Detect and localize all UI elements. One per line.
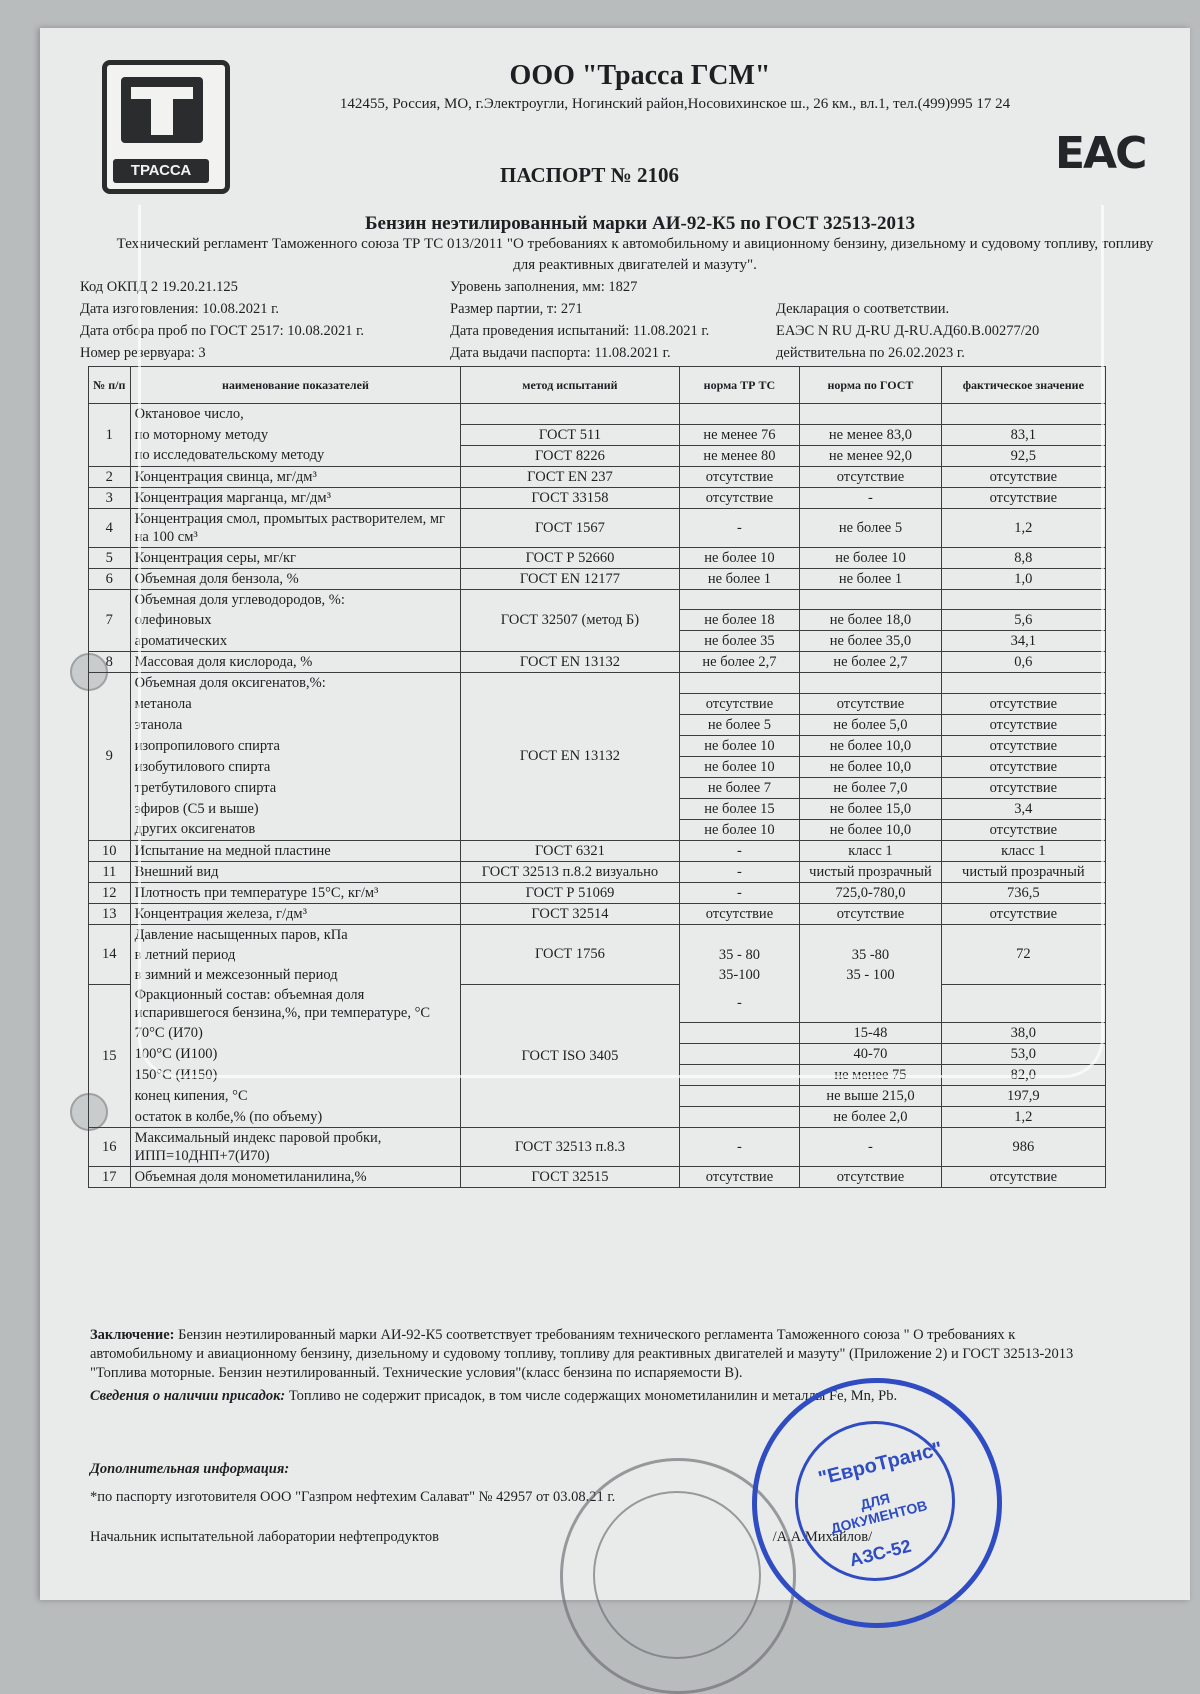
norm-gost: не менее 83,0 (800, 424, 941, 445)
actual-value: 736,5 (941, 882, 1105, 903)
norm-gost: не более 5,0 (800, 714, 941, 735)
table-row (89, 985, 1106, 1023)
method: ГОСТ 8226 (461, 445, 679, 466)
norm-gost: не более 2,7 (800, 652, 941, 673)
norm-trts: не более 10 (679, 547, 800, 568)
actual-value: 1,2 (941, 1107, 1105, 1128)
logo-mark (121, 77, 203, 143)
meta-col-2 (450, 276, 709, 364)
meta-item: Дата проведения испытаний: 11.08.2021 г. (450, 323, 710, 339)
actual-value: отсутствие (941, 903, 1105, 924)
indicator-sub: 150°С (И150) (130, 1065, 461, 1086)
table-row (89, 861, 1106, 882)
table-row (89, 466, 1106, 487)
meta-col-1 (80, 276, 364, 364)
logo-text: ТРАССА (113, 159, 209, 183)
norm-trts: - (679, 1128, 800, 1167)
stamp-station: АЗС-52 (847, 1535, 914, 1571)
norm-trts: не более 35 (679, 631, 800, 652)
table-row (89, 487, 1106, 508)
method: ГОСТ EN 13132 (461, 673, 679, 841)
actual-value: 34,1 (941, 631, 1105, 652)
method: ГОСТ EN 12177 (461, 568, 679, 589)
actual-value: 83,1 (941, 424, 1105, 445)
row-number: 2 (89, 466, 131, 487)
meta-item: действительна по 26.02.2023 г. (776, 345, 965, 361)
norm-trts: отсутствие (679, 1167, 800, 1188)
product-title: Бензин неэтилированный марки АИ-92-К5 по ГОСТ 32513-2013 (365, 213, 915, 234)
actual-value: отсутствие (941, 756, 1105, 777)
norm-trts: отсутствие (679, 903, 800, 924)
actual-value: отсутствие (941, 487, 1105, 508)
norm-gost: не более 15,0 (800, 798, 941, 819)
table-row (89, 882, 1106, 903)
actual-value: отсутствие (941, 777, 1105, 798)
norm-gost: не более 10,0 (800, 735, 941, 756)
norm-trts: - (679, 882, 800, 903)
meta-item: Уровень заполнения, мм: 1827 (450, 279, 638, 295)
indicator-sub: ароматических (130, 631, 461, 652)
actual-value: класс 1 (941, 840, 1105, 861)
indicator-name: Объемная доля углеводородов, %: (130, 589, 461, 610)
indicator-sub: по моторному методу (130, 424, 461, 445)
lab-seal-inner (593, 1491, 761, 1659)
indicator-name: Концентрация марганца, мг/дм³ (130, 487, 461, 508)
norm-trts: - (679, 840, 800, 861)
actual-value: 38,0 (941, 1023, 1105, 1044)
norm-trts: не более 15 (679, 798, 800, 819)
table-row (89, 673, 1106, 694)
row-number: 8 (89, 652, 131, 673)
passport-number: ПАСПОРТ № 2106 (500, 163, 679, 187)
norm-gost: не более 10,0 (800, 819, 941, 840)
norm-gost: отсутствие (800, 1167, 941, 1188)
indicator-name: Массовая доля кислорода, % (130, 652, 461, 673)
actual-value: 0,6 (941, 652, 1105, 673)
norm-trts: отсутствие (679, 466, 800, 487)
indicator-name: Октановое число, (130, 404, 461, 425)
norm-trts: не менее 80 (679, 445, 800, 466)
norm-trts: не более 2,7 (679, 652, 800, 673)
conclusion-text: Бензин неэтилированный марки АИ-92-К5 соответствует требованиям технического регламента Таможенного союза " О требованиях к автомобильному и авиационному бензину, дизельному и судовому топливу, топливу для реактивных двигателей и мазуту" (Приложение 2) и ГОСТ 32513-2013 "Топлива моторные. Бензин неэтилированный. Технические условия"(класс бензина по испаряемости В). (90, 1327, 1074, 1381)
indicator-sub: этанола (130, 714, 461, 735)
norm-gost: не более 18,0 (800, 610, 941, 631)
meta-item: ЕАЭС N RU Д-RU Д-RU.АД60.В.00277/20 (776, 323, 1040, 339)
table-row (89, 424, 1106, 445)
norm-gost: 40-70 (800, 1044, 941, 1065)
method: ГОСТ 32514 (461, 903, 679, 924)
method: ГОСТ 6321 (461, 840, 679, 861)
row-number: 3 (89, 487, 131, 508)
indicator-name: Концентрация железа, г/дм³ (130, 903, 461, 924)
norm-gost: 15-48 (800, 1023, 941, 1044)
additives-label: Сведения о наличии присадок: (90, 1388, 286, 1404)
meta-item: Дата изготовления: 10.08.2021 г. (80, 301, 280, 317)
actual-value: отсутствие (941, 1167, 1105, 1188)
table-row (89, 568, 1106, 589)
signer-name: /А.А.Михайлов/ (772, 1529, 873, 1545)
table-header-row (89, 367, 1106, 404)
table-row (89, 589, 1106, 610)
norm-trts: не более 10 (679, 756, 800, 777)
norm-gost: - (800, 1128, 941, 1167)
row-number: 9 (89, 673, 131, 841)
company-address: 142455, Россия, МО, г.Электроугли, Ногинский район,Носовихинское ш., 26 км., вл.1, тел.(499)995 17 24 (339, 96, 1011, 112)
indicator-sub: по исследовательскому методу (130, 445, 461, 466)
indicator-sub: метанола (130, 693, 461, 714)
meta-item: Дата выдачи паспорта: 11.08.2021 г. (450, 345, 671, 361)
norm-trts: - (679, 861, 800, 882)
indicator-name: Плотность при температуре 15°С, кг/м³ (130, 882, 461, 903)
method: ГОСТ EN 237 (461, 466, 679, 487)
indicator-sub: остаток в колбе,% (по объему) (130, 1107, 461, 1128)
norm-gost: не более 35,0 (800, 631, 941, 652)
table-row (89, 840, 1106, 861)
eac-mark: EAC (1055, 128, 1146, 179)
col-header: наименование показателей (130, 367, 461, 404)
indicator-sub: 70°С (И70) (130, 1023, 461, 1044)
norm-gost: чистый прозрачный (800, 861, 941, 882)
indicator-name: Объемная доля бензола, % (130, 568, 461, 589)
indicator-name: Внешний вид (130, 861, 461, 882)
conclusion-label: Заключение: (90, 1327, 175, 1343)
actual-value: 53,0 (941, 1044, 1105, 1065)
regulation-text: Технический регламент Таможенного союза ТР ТС 013/2011 "О требованиях к автомобильному и авиционному бензину, дизельному и судовому топливу, топливу для реактивных двигателей и мазуту". (116, 236, 1154, 273)
actual-value: отсутствие (941, 693, 1105, 714)
indicator-name: Объемная доля оксигенатов,%: (130, 673, 461, 694)
method: ГОСТ Р 52660 (461, 547, 679, 568)
additional-info-text: *по паспорту изготовителя ООО "Газпром нефтехим Салават" № 42957 от 03.08.21 г. (90, 1489, 616, 1505)
actual-value: 197,9 (941, 1086, 1105, 1107)
norm-trts: не более 1 (679, 568, 800, 589)
row-number: 7 (89, 589, 131, 652)
norm-trts: 35-100 (679, 965, 800, 985)
actual-value: отсутствие (941, 735, 1105, 756)
norm-gost: не более 7,0 (800, 777, 941, 798)
row-number: 11 (89, 861, 131, 882)
table-row (89, 547, 1106, 568)
indicator-name: Фракционный состав: объемная доля испарившегося бензина,%, при температуре, °С (130, 985, 461, 1023)
company-name: ООО "Трасса ГСМ" (509, 60, 771, 91)
table-row (89, 1167, 1106, 1188)
norm-gost: 725,0-780,0 (800, 882, 941, 903)
norm-trts: - (679, 985, 800, 1023)
norm-trts: - (679, 508, 800, 547)
row-number: 14 (89, 924, 131, 985)
indicator-sub: эфиров (С5 и выше) (130, 798, 461, 819)
col-header: № п/п (89, 367, 131, 404)
indicator-sub: других оксигенатов (130, 819, 461, 840)
norm-trts: не более 10 (679, 819, 800, 840)
col-header: фактическое значение (941, 367, 1105, 404)
col-header: метод испытаний (461, 367, 679, 404)
indicator-sub: в летний период (130, 945, 461, 965)
indicator-name: Объемная доля монометиланилина,% (130, 1167, 461, 1188)
actual-value: 1,0 (941, 568, 1105, 589)
table-row (89, 1128, 1106, 1167)
norm-gost: 35 - 100 (800, 965, 941, 985)
table-row (89, 445, 1106, 466)
method: ГОСТ 32513 п.8.2 визуально (461, 861, 679, 882)
actual-value: 986 (941, 1128, 1105, 1167)
table-row (89, 404, 1106, 425)
specifications-table (88, 366, 1106, 1188)
norm-trts: не более 5 (679, 714, 800, 735)
method: ГОСТ 33158 (461, 487, 679, 508)
actual-value: 82,0 (941, 1065, 1105, 1086)
method: ГОСТ 32513 п.8.3 (461, 1128, 679, 1167)
indicator-sub: изопропилового спирта (130, 735, 461, 756)
indicator-sub: изобутилового спирта (130, 756, 461, 777)
norm-trts: не более 10 (679, 735, 800, 756)
additives-text: Топливо не содержит присадок, в том числе содержащих монометиланилин и металлы Fe, Mn, Pb. (288, 1388, 898, 1404)
indicator-name: Испытание на медной пластине (130, 840, 461, 861)
norm-gost: 35 -80 (800, 945, 941, 965)
indicator-sub: третбутилового спирта (130, 777, 461, 798)
norm-gost: отсутствие (800, 903, 941, 924)
norm-gost: не более 10 (800, 547, 941, 568)
row-number: 13 (89, 903, 131, 924)
actual-value: отсутствие (941, 819, 1105, 840)
method: ГОСТ 1756 (461, 924, 679, 985)
norm-trts: 35 - 80 (679, 945, 800, 965)
meta-item: Размер партии, т: 271 (450, 301, 583, 317)
row-number: 6 (89, 568, 131, 589)
actual-value: 72 (941, 924, 1105, 985)
indicator-name: Концентрация серы, мг/кг (130, 547, 461, 568)
actual-value: отсутствие (941, 466, 1105, 487)
method: ГОСТ 32515 (461, 1167, 679, 1188)
indicator-sub: 100°С (И100) (130, 1044, 461, 1065)
norm-gost: отсутствие (800, 466, 941, 487)
meta-item: Дата отбора проб по ГОСТ 2517: 10.08.2021 г. (80, 323, 365, 339)
row-number: 5 (89, 547, 131, 568)
actual-value: чистый прозрачный (941, 861, 1105, 882)
norm-trts: не менее 76 (679, 424, 800, 445)
row-number: 1 (89, 404, 131, 467)
table-row (89, 903, 1106, 924)
method: ГОСТ 32507 (метод Б) (461, 589, 679, 652)
norm-gost: класс 1 (800, 840, 941, 861)
conclusion (90, 1326, 1090, 1406)
meta-item: Код ОКПД 2 19.20.21.125 (80, 279, 238, 295)
indicator-name: Давление насыщенных паров, кПа (130, 924, 461, 945)
row-number: 15 (89, 985, 131, 1128)
meta-col-3 (776, 298, 1039, 364)
norm-trts: не более 7 (679, 777, 800, 798)
row-number: 12 (89, 882, 131, 903)
table-row (89, 924, 1106, 945)
norm-gost: не более 10,0 (800, 756, 941, 777)
actual-value: 8,8 (941, 547, 1105, 568)
actual-value: 92,5 (941, 445, 1105, 466)
row-number: 16 (89, 1128, 131, 1167)
norm-trts: отсутствие (679, 693, 800, 714)
company-stamp (752, 1378, 1002, 1628)
meta-item: Декларация о соответствии. (776, 301, 950, 317)
signer-position: Начальник испытательной лаборатории нефтепродуктов (90, 1529, 440, 1545)
indicator-sub: конец кипения, °С (130, 1086, 461, 1107)
method: ГОСТ 1567 (461, 508, 679, 547)
company-logo (102, 60, 230, 194)
norm-gost: не менее 92,0 (800, 445, 941, 466)
row-number: 17 (89, 1167, 131, 1188)
norm-trts: отсутствие (679, 487, 800, 508)
norm-gost: не более 2,0 (800, 1107, 941, 1128)
indicator-name: Концентрация свинца, мг/дм³ (130, 466, 461, 487)
table-row (89, 652, 1106, 673)
actual-value: 3,4 (941, 798, 1105, 819)
norm-gost: не выше 215,0 (800, 1086, 941, 1107)
indicator-sub: в зимний и межсезонный период (130, 965, 461, 985)
col-header: норма ТР ТС (679, 367, 800, 404)
norm-gost: не более 5 (800, 508, 941, 547)
row-number: 10 (89, 840, 131, 861)
norm-gost: не менее 75 (800, 1065, 941, 1086)
additional-info-label: Дополнительная информация: (90, 1461, 290, 1477)
document-sheet (40, 28, 1190, 1600)
norm-gost: отсутствие (800, 693, 941, 714)
table-row (89, 508, 1106, 547)
method: ГОСТ Р 51069 (461, 882, 679, 903)
row-number: 4 (89, 508, 131, 547)
norm-gost: не более 1 (800, 568, 941, 589)
meta-item: Номер резервуара: 3 (80, 345, 206, 361)
col-header: норма по ГОСТ (800, 367, 941, 404)
stamp-company: "ЕвроТранс" (816, 1437, 945, 1491)
method: ГОСТ 511 (461, 424, 679, 445)
indicator-name: Максимальный индекс паровой пробки, ИПП=10ДНП+7(И70) (130, 1128, 461, 1167)
actual-value: 5,6 (941, 610, 1105, 631)
indicator-name: Концентрация смол, промытых растворителем, мг на 100 см³ (130, 508, 461, 547)
norm-trts: не более 18 (679, 610, 800, 631)
actual-value: отсутствие (941, 714, 1105, 735)
method: ГОСТ ISO 3405 (461, 985, 679, 1128)
norm-gost: - (800, 487, 941, 508)
indicator-sub: олефиновых (130, 610, 461, 631)
actual-value: 1,2 (941, 508, 1105, 547)
method: ГОСТ EN 13132 (461, 652, 679, 673)
stamp-purpose: ДЛЯ ДОКУМЕНТОВ (829, 1489, 929, 1537)
